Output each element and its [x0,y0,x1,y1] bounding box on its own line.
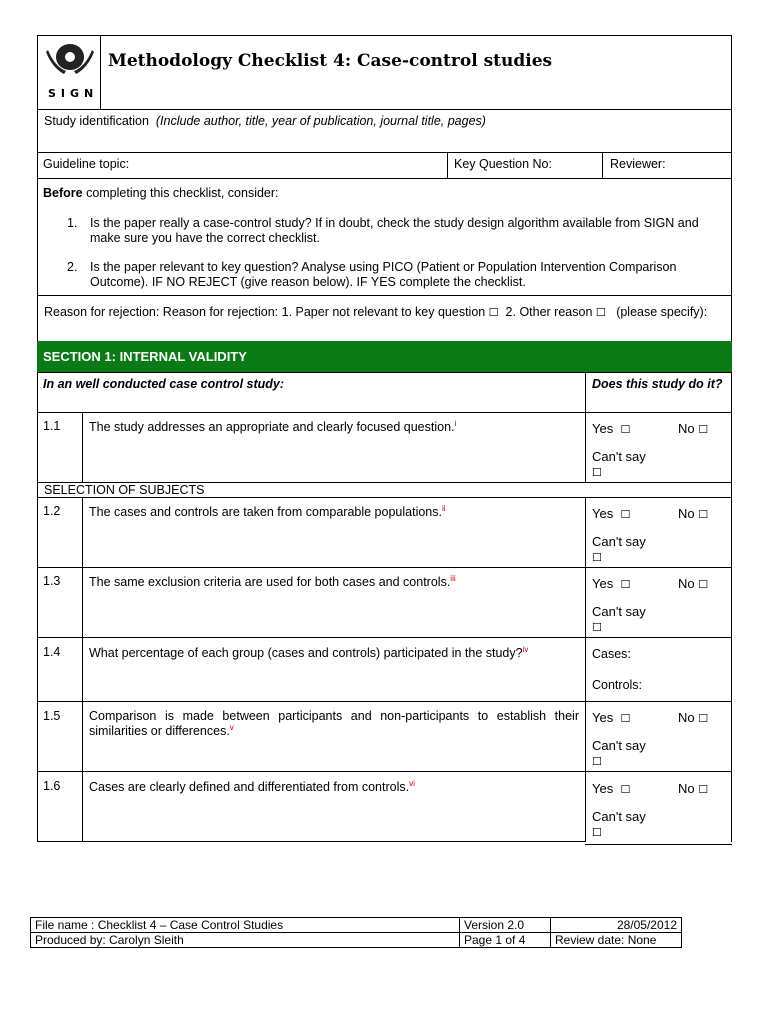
cant-say-checkbox[interactable]: ☐ [592,826,602,839]
yes-option[interactable] [592,506,630,521]
item-question: The cases and controls are taken from comparable populations. [89,505,442,519]
rejection-reason-2: 2. Other reason [505,305,593,319]
row-divider-right [731,771,732,842]
row-divider [82,412,83,483]
row-divider [585,497,586,568]
study-identification-label: Study identification [44,114,149,128]
yes-checkbox[interactable]: ☐ [620,423,631,436]
item-number: 1.4 [43,645,61,659]
column-header-right: Does this study do it? [592,377,723,391]
cant-say-checkbox[interactable]: ☐ [592,755,602,768]
no-checkbox[interactable]: ☐ [698,783,709,796]
footer-page: Page 1 of 4 [460,933,551,948]
footnote-ref[interactable]: iii [450,573,456,583]
study-identification-hint: (Include author, title, year of publication, journal title, pages) [155,114,486,128]
no-checkbox[interactable]: ☐ [698,423,709,436]
row-divider [82,567,83,638]
footnote-ref[interactable]: vi [409,778,415,788]
no-option[interactable] [678,781,708,796]
cant-say-label: Can't say [592,534,646,549]
row-divider [82,497,83,568]
meta-divider-1 [447,152,448,179]
before-rest: completing this checklist, consider: [82,186,279,200]
row-divider [585,701,586,772]
cant-say-option[interactable] [592,809,646,840]
selection-of-subjects-subheading: SELECTION OF SUBJECTS [37,482,732,498]
before-item-1-text: Is the paper really a case-control study? If in doubt, check the study design algorithm available from SIGN and make sure you have the correct checklist. [90,216,699,245]
reject-other-reason-checkbox[interactable]: ☐ [595,306,606,319]
guideline-topic-field[interactable]: Guideline topic: [43,157,130,171]
yes-label: Yes [592,576,614,591]
item-text [89,646,579,660]
cant-say-option[interactable] [592,449,646,480]
cant-say-option[interactable] [592,604,646,635]
item-question: The study addresses an appropriate and clearly focused question. [89,420,455,434]
cant-say-label: Can't say [592,604,646,619]
no-checkbox[interactable]: ☐ [698,578,709,591]
footnote-ref[interactable]: i [454,418,457,428]
footer-file-name: File name : Checklist 4 – Case Control Studies [31,918,460,933]
row-divider [585,637,586,702]
no-label: No [678,710,695,725]
cant-say-checkbox[interactable]: ☐ [592,466,602,479]
no-label: No [678,421,695,436]
item-number: 1.2 [43,504,61,518]
sign-logo-icon [44,40,96,76]
cases-field[interactable]: Cases: [592,647,631,661]
logo-text: SIGN [48,87,99,100]
row-divider [82,701,83,772]
rejection-row [37,295,732,342]
yes-label: Yes [592,781,614,796]
no-label: No [678,576,695,591]
reviewer-field[interactable]: Reviewer: [610,157,666,171]
cant-say-option[interactable] [592,534,646,565]
no-option[interactable] [678,421,708,436]
row-divider [82,637,83,702]
item-text [89,780,579,794]
no-label: No [678,781,695,796]
item-number: 1.5 [43,709,61,723]
footnote-ref[interactable]: ii [441,503,446,513]
item-question: What percentage of each group (cases and controls) participated in the study? [89,646,523,660]
key-question-field[interactable]: Key Question No: [454,157,552,171]
item-question: Cases are clearly defined and differentiated from controls. [89,780,410,794]
reject-not-relevant-checkbox[interactable]: ☐ [488,306,499,319]
row-divider [585,567,586,638]
item-number: 1.3 [43,574,61,588]
cant-say-label: Can't say [592,738,646,753]
cant-say-label: Can't say [592,449,646,464]
cant-say-checkbox[interactable]: ☐ [592,551,602,564]
item-text [89,575,579,589]
yes-label: Yes [592,710,614,725]
yes-checkbox[interactable]: ☐ [620,783,631,796]
rejection-text: Reason for rejection: Reason for rejection: 1. Paper not relevant to key question [44,305,486,319]
cant-say-option[interactable] [592,738,646,769]
footer-produced-by: Produced by: Carolyn Sleith [31,933,460,948]
yes-checkbox[interactable]: ☐ [620,578,631,591]
footer-date: 28/05/2012 [551,918,682,933]
study-identification-row[interactable] [37,109,732,153]
item-number: 1.6 [43,779,61,793]
no-checkbox[interactable]: ☐ [698,712,709,725]
cant-say-checkbox[interactable]: ☐ [592,621,602,634]
rejection-tail: (please specify): [616,305,708,319]
footnote-ref[interactable]: iv [522,644,529,654]
yes-label: Yes [592,506,614,521]
item-text [89,709,579,739]
no-checkbox[interactable]: ☐ [698,508,709,521]
yes-option[interactable] [592,576,630,591]
yes-option[interactable] [592,421,630,436]
row-divider [585,412,586,483]
footnote-ref[interactable]: v [229,722,234,732]
row-bottom-rule [585,844,732,845]
logo-divider [100,35,101,110]
before-intro [43,186,279,200]
header-box [37,35,732,110]
item-question: The same exclusion criteria are used for both cases and controls. [89,575,451,589]
item-text [89,420,579,434]
item-question: Comparison is made between participants and non-participants to establish their similarities or differences. [89,709,579,738]
page-title: Methodology Checklist 4: Case-control studies [108,51,553,71]
before-item-2-num: 2. [67,260,78,274]
item-text [89,505,579,519]
section-1-header: SECTION 1: INTERNAL VALIDITY [37,341,732,373]
no-option[interactable] [678,576,708,591]
no-option[interactable] [678,506,708,521]
before-item-2-text: Is the paper relevant to key question? Analyse using PICO (Patient or Population Intervention Comparison Outcome). IF NO REJECT (give reason below). IF YES complete the checklist. [90,260,677,289]
controls-field[interactable]: Controls: [592,678,643,692]
footer-version: Version 2.0 [460,918,551,933]
column-header-left: In an well conducted case control study: [43,377,285,391]
yes-option[interactable] [592,710,630,725]
document-footer [30,917,682,948]
yes-checkbox[interactable]: ☐ [620,508,631,521]
meta-divider-2 [602,152,603,179]
before-item-1-num: 1. [67,216,78,230]
before-bold: Before [43,186,83,200]
column-header-divider [585,372,586,413]
item-number: 1.1 [43,419,61,433]
no-option[interactable] [678,710,708,725]
yes-option[interactable] [592,781,630,796]
row-divider [82,771,83,842]
footer-review-date: Review date: None [551,933,682,948]
yes-label: Yes [592,421,614,436]
yes-checkbox[interactable]: ☐ [620,712,631,725]
no-label: No [678,506,695,521]
cant-say-label: Can't say [592,809,646,824]
